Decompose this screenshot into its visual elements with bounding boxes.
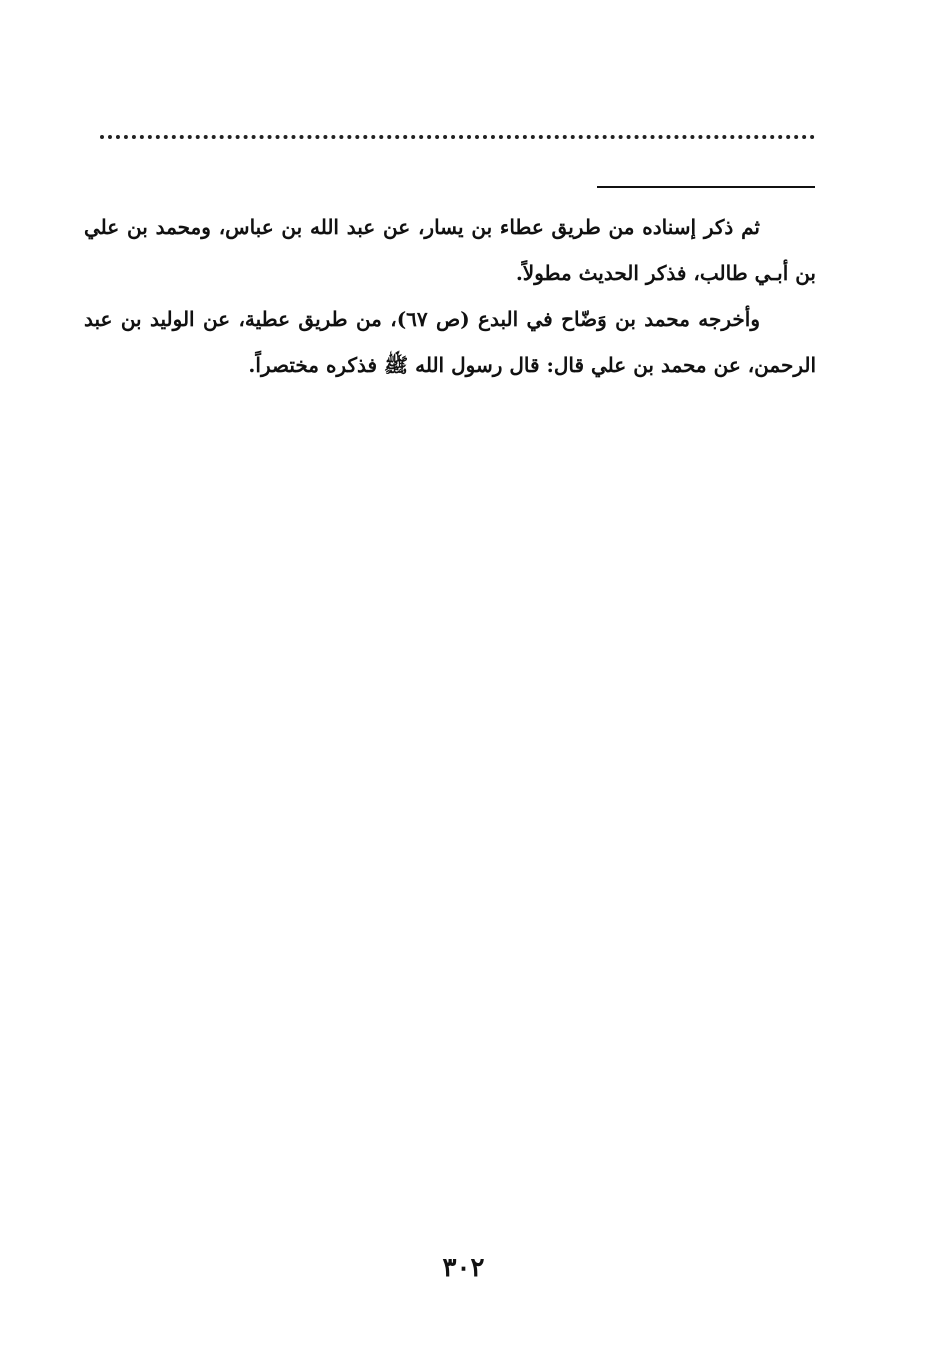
footnote-paragraph: ثم ذكر إسناده من طريق عطاء بن يسار، عن عبد الله بن عباس، ومحمد بن علي بن أبـي طالب، فذكر الحديث مطولاً. — [84, 215, 816, 285]
footnote-paragraph: وأخرجه محمد بن وَضّاح في البدع (ص ٦٧)، من طريق عطية، عن الوليد بن عبد الرحمن، عن محمد بن علي قال: قال رسول الله ﷺ فذكره مختصراً. — [84, 307, 816, 377]
page-number: ٣٠٢ — [442, 1253, 485, 1283]
footnote-separator — [597, 186, 815, 188]
footnotes-block — [84, 204, 816, 388]
dotted-separator — [100, 135, 815, 139]
